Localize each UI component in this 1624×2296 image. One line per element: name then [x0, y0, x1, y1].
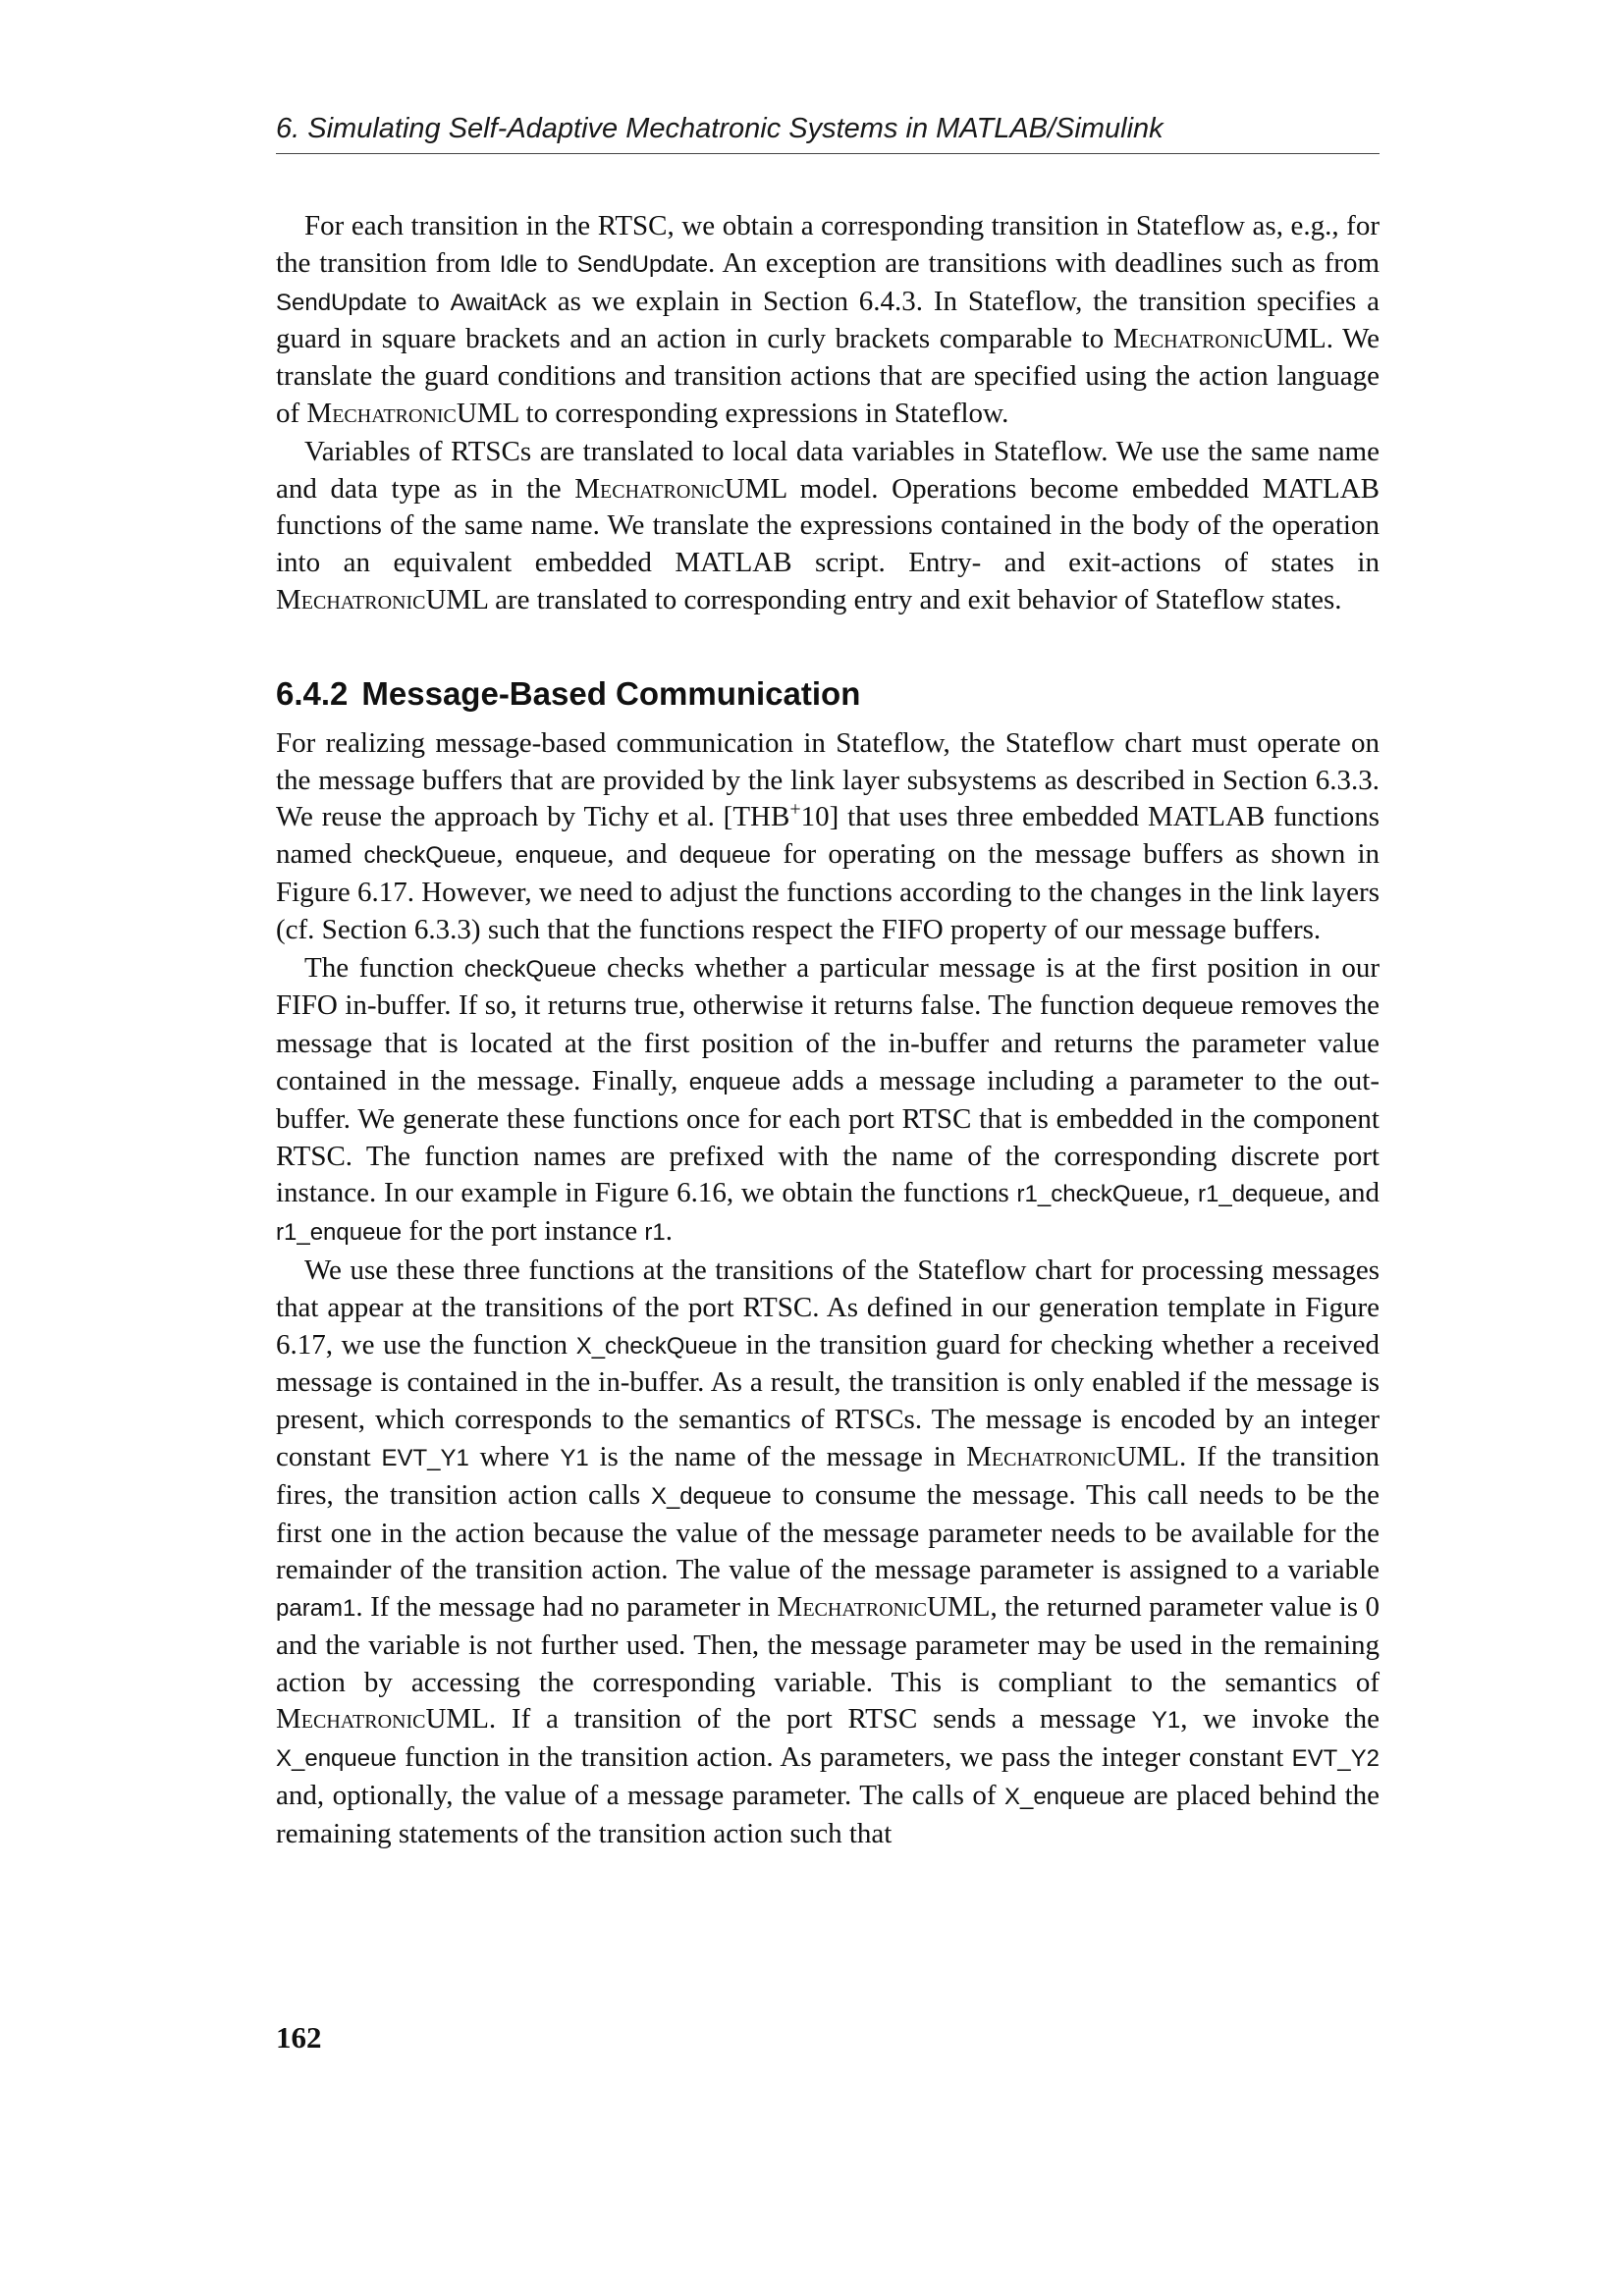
paragraph-transition-usage: We use these three functions at the transitions of the Stateflow chart for processing messages that appear at the transitions of the port RTSC. As defined in our generation template in Figure 6.17, we use the function X_checkQueue in the transition guard for checking whether a received message is contained in the in-buffer. As a result, the transition is only enabled if the message is present, which corresponds to the semantics of RTSCs. The message is encoded by an integer constant EVT_Y1 where Y1 is the name of the message in MechatronicUML. If the transition fires, the transition action calls X_dequeue to consume the message. This call needs to be the first one in the action because the value of the message parameter needs to be available for the remainder of the transition action. The value of the message parameter is assigned to a variable param1. If the message had no parameter in MechatronicUML, the returned parameter value is 0 and the variable is not further used. Then, the message parameter may be used in the remaining action by accessing the corresponding variable. This is compliant to the semantics of MechatronicUML. If a transition of the port RTSC sends a message Y1, we invoke the X_enqueue function in the transition action. As parameters, we pass the integer constant EVT_Y2 and, optionally, the value of a message parameter. The calls of X_enqueue are placed behind the remaining statements of the transition action such that: [276, 1254, 1380, 1849]
code-term: r1_checkQueue: [1016, 1181, 1183, 1208]
code-term: EVT_Y1: [381, 1444, 469, 1471]
paragraph-message-buffers: For realizing message-based communication in Stateflow, the Stateflow chart must operate on the message buffers that are provided by the link layer subsystems as described in Section 6.3.3. We reuse the approach by Tichy et al. [THB+10] that uses three embedded MATLAB functions named checkQueue, enqueue, and dequeue for operating on the message buffers as shown in Figure 6.17. However, we need to adjust the functions according to the changes in the link layers (cf. Section 6.3.3) such that the functions respect the FIFO property of our message buffers.: [276, 726, 1380, 945]
code-term: SendUpdate: [576, 250, 709, 278]
code-term: X_checkQueue: [575, 1332, 737, 1360]
code-term: r1_enqueue: [276, 1219, 403, 1247]
code-term: AwaitAck: [450, 289, 547, 316]
small-caps-term: Mechatronic: [777, 1591, 928, 1624]
superscript: +: [789, 798, 801, 821]
code-term: enqueue: [514, 842, 608, 870]
small-caps-term: Mechatronic: [306, 397, 457, 429]
section-heading: [276, 674, 1380, 714]
small-caps-term: Mechatronic: [574, 472, 725, 505]
code-term: checkQueue: [463, 955, 597, 983]
code-term: checkQueue: [363, 842, 497, 870]
paragraph-functions: The function checkQueue checks whether a particular message is at the first position in our FIFO in-buffer. If so, it returns true, otherwise it returns false. The function dequeue removes the message that is located at the first position of the in-buffer and returns the parameter value contained in the message. Finally, enqueue adds a message including a parameter to the out-buffer. We generate these functions once for each port RTSC that is embedded in the component RTSC. The function names are prefixed with the name of the corresponding discrete port instance. In our example in Figure 6.16, we obtain the functions r1_checkQueue, r1_dequeue, and r1_enqueue for the port instance r1.: [276, 951, 1380, 1248]
page-number: 162: [276, 2020, 322, 2055]
section-number: 6.4.2: [276, 674, 349, 712]
paragraph-stateflow-transitions: For each transition in the RTSC, we obtain a corresponding transition in Stateflow as, e.g., for the transition from Idle to SendUpdate. An exception are transitions with deadlines such as from SendUpdate to AwaitAck as we explain in Section 6.4.3. In Stateflow, the transition specifies a guard in square brackets and an action in curly brackets comparable to MechatronicUML. We translate the guard conditions and transition actions that are specified using the action language of MechatronicUML to corresponding expressions in Stateflow.: [276, 210, 1380, 429]
code-term: SendUpdate: [276, 289, 407, 316]
code-term: r1: [644, 1219, 666, 1247]
code-term: r1_dequeue: [1198, 1181, 1325, 1208]
body-text: [276, 208, 1380, 1854]
code-term: X_dequeue: [650, 1482, 772, 1510]
code-term: Y1: [560, 1444, 589, 1471]
paragraph-variables: Variables of RTSCs are translated to local data variables in Stateflow. We use the same name and data type as in the MechatronicUML model. Operations become embedded MATLAB functions of the same name. We translate the expressions contained in the body of the operation into an equivalent embedded MATLAB script. Entry- and exit-actions of states in MechatronicUML are translated to corresponding entry and exit behavior of Stateflow states.: [276, 435, 1380, 615]
code-term: dequeue: [678, 842, 772, 870]
code-term: dequeue: [1141, 993, 1234, 1021]
code-term: param1: [276, 1595, 356, 1623]
code-term: enqueue: [688, 1068, 782, 1095]
small-caps-term: Mechatronic: [276, 583, 426, 615]
code-term: Y1: [1151, 1707, 1181, 1735]
code-term: X_enqueue: [1003, 1784, 1125, 1811]
small-caps-term: Mechatronic: [276, 1703, 426, 1735]
code-term: X_enqueue: [276, 1745, 397, 1773]
code-term: Idle: [499, 250, 538, 278]
small-caps-term: Mechatronic: [966, 1440, 1116, 1472]
section-title: Message-Based Communication: [361, 674, 861, 712]
small-caps-term: Mechatronic: [1112, 323, 1264, 355]
running-header: 6. Simulating Self-Adaptive Mechatronic Systems in MATLAB/Simulink: [276, 110, 1380, 154]
code-term: EVT_Y2: [1291, 1745, 1380, 1773]
